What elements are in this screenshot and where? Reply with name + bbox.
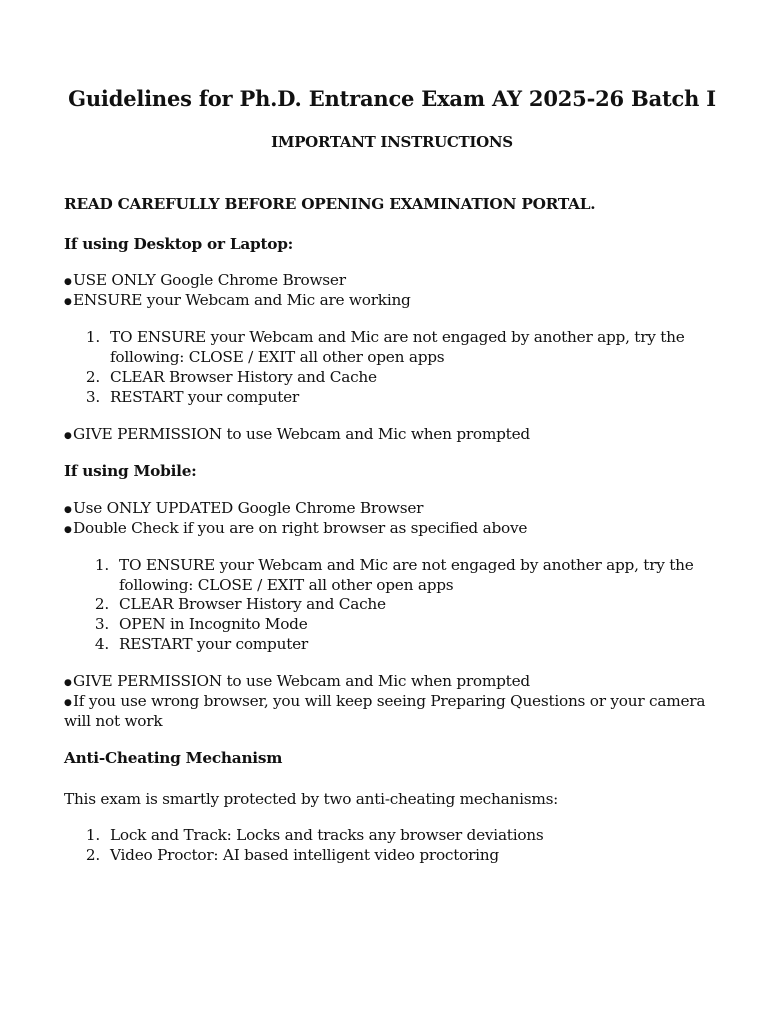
step-text: TO ENSURE your Webcam and Mic are not engaged by another app, try the <box>119 556 694 574</box>
mobile-bullet <box>64 518 527 540</box>
anti-cheating-heading: Anti-Cheating Mechanism <box>64 749 283 767</box>
step-text: CLEAR Browser History and Cache <box>119 595 386 613</box>
mobile-after-bullet-text: If you use wrong browser, you will keep seeing Preparing Questions or your camera <box>73 692 706 710</box>
mobile-after-bullet-continuation: will not work <box>64 712 163 730</box>
desktop-permission-bullet <box>64 424 530 446</box>
read-carefully-notice: READ CAREFULLY BEFORE OPENING EXAMINATION PORTAL. <box>64 195 596 213</box>
item-number: 2. <box>85 846 100 864</box>
document-subtitle: IMPORTANT INSTRUCTIONS <box>271 133 513 151</box>
bullet-icon: ● <box>64 505 72 515</box>
step-number: 1. <box>85 328 100 346</box>
step-number: 2. <box>94 595 109 613</box>
bullet-icon: ● <box>64 525 72 535</box>
desktop-step-continuation: following: CLOSE / EXIT all other open apps <box>110 348 445 366</box>
desktop-permission-text: GIVE PERMISSION to use Webcam and Mic when prompted <box>73 425 530 443</box>
document-title: Guidelines for Ph.D. Entrance Exam AY 2025-26 Batch I <box>68 86 716 111</box>
item-text: Lock and Track: Locks and tracks any browser deviations <box>110 826 544 844</box>
mobile-step-continuation: following: CLOSE / EXIT all other open apps <box>119 576 454 594</box>
bullet-icon: ● <box>64 297 72 307</box>
step-text: OPEN in Incognito Mode <box>119 615 308 633</box>
step-number: 4. <box>94 635 109 653</box>
step-text: RESTART your computer <box>110 388 299 406</box>
step-text: CLEAR Browser History and Cache <box>110 368 377 386</box>
step-number: 2. <box>85 368 100 386</box>
anti-cheating-intro: This exam is smartly protected by two anti-cheating mechanisms: <box>64 790 559 808</box>
step-text: TO ENSURE your Webcam and Mic are not engaged by another app, try the <box>110 328 685 346</box>
step-number: 3. <box>85 388 100 406</box>
mobile-bullet-text: Use ONLY UPDATED Google Chrome Browser <box>73 499 424 517</box>
item-number: 1. <box>85 826 100 844</box>
bullet-icon: ● <box>64 277 72 287</box>
desktop-heading: If using Desktop or Laptop: <box>64 235 294 253</box>
bullet-icon: ● <box>64 698 72 708</box>
step-text: RESTART your computer <box>119 635 308 653</box>
mobile-heading: If using Mobile: <box>64 462 197 480</box>
item-text: Video Proctor: AI based intelligent video proctoring <box>110 846 499 864</box>
mobile-bullet <box>64 498 423 520</box>
mobile-bullet-text: Double Check if you are on right browser as specified above <box>73 519 528 537</box>
desktop-bullet-text: ENSURE your Webcam and Mic are working <box>73 291 411 309</box>
bullet-icon: ● <box>64 431 72 441</box>
mobile-after-bullet <box>64 671 530 693</box>
bullet-icon: ● <box>64 678 72 688</box>
step-number: 1. <box>94 556 109 574</box>
desktop-bullet-text: USE ONLY Google Chrome Browser <box>73 271 346 289</box>
desktop-bullet <box>64 270 346 292</box>
mobile-after-bullet-text: GIVE PERMISSION to use Webcam and Mic when prompted <box>73 672 530 690</box>
mobile-after-bullet <box>64 691 705 713</box>
desktop-bullet <box>64 290 411 312</box>
step-number: 3. <box>94 615 109 633</box>
